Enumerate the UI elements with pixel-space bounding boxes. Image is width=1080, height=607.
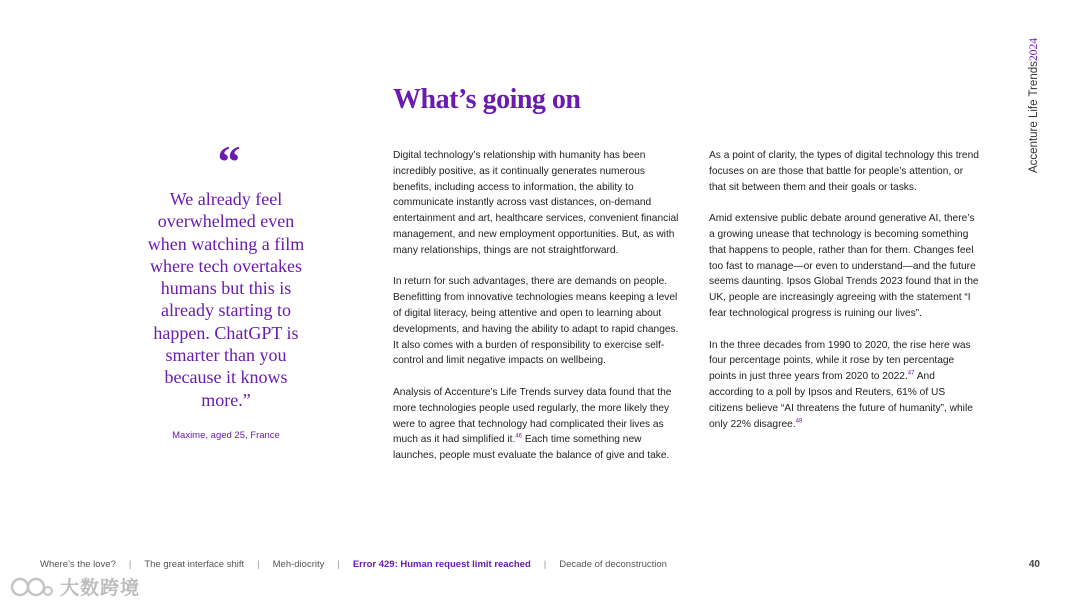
- footer-separator: |: [337, 559, 340, 570]
- footer-separator: |: [543, 559, 547, 570]
- footer-nav-item[interactable]: Where’s the love?: [40, 559, 116, 570]
- side-label-text: Accenture Life Trends: [1028, 61, 1040, 173]
- paragraph: As a point of clarity, the types of digital technology this trend focuses on are those that battle for people’s attention, or that sit between them and their goals or tasks.: [709, 150, 979, 193]
- quote-attribution: Maxime, aged 25, France: [172, 430, 280, 441]
- footer-nav-item[interactable]: The great interface shift: [144, 559, 245, 570]
- right-column: [709, 148, 981, 448]
- paragraph-text: And according to a poll by Ipsos and Reuters, 61% of US citizens believe “AI threatens the future of humanity”, while only 22% disagree.: [709, 371, 973, 430]
- footer-nav-item-active[interactable]: Error 429: Human request limit reached: [352, 559, 531, 570]
- paragraph: Digital technology’s relationship with humanity has been incredibly positive, as it continually generates numerous benefits, including access to information, the ability to communicate instantly across vast distances, on-demand entertainment and art, healthcare services, convenient financial management, and new employment opportunities. But, as with many relationships, things are not straightforward.: [393, 150, 679, 256]
- paragraph-text: In the three decades from 1990 to 2020, the rise here was four percentage points, while it rose by ten percentage points in just three years from 2020 to 2022.: [709, 339, 971, 383]
- side-label: [1028, 38, 1048, 183]
- paragraph: [709, 338, 981, 433]
- footer-nav-item[interactable]: Meh-diocrity: [272, 559, 325, 570]
- paragraph-text: Each time something new launches, people must evaluate the balance of give and take.: [393, 434, 670, 462]
- paragraph: [393, 385, 681, 464]
- quote-mark-icon: “: [217, 136, 241, 187]
- footnote-ref[interactable]: 48: [795, 418, 803, 425]
- watermark-text: 大数跨境: [60, 578, 141, 599]
- footnote-ref[interactable]: 46: [515, 433, 522, 440]
- footnote-ref[interactable]: 47: [907, 370, 915, 377]
- paragraph: In return for such advantages, there are demands on people. Benefitting from innovative technologies means keeping a level of digital literacy, being attentive and open to learning about developments, and having the ability to adapt to rapid changes. It also comes with a burden of responsibility to exercise self-control and limit negative impacts on wellbeing.: [393, 276, 679, 367]
- footer-nav: [40, 559, 667, 570]
- page-title: What’s going on: [393, 84, 581, 115]
- paragraph-text: Analysis of Accenture’s Life Trends survey data found that the more technologies people used regularly, the more likely they were to agree that technology had complicated their lives as much as it had simplified it.: [393, 386, 672, 446]
- left-column: [393, 148, 681, 480]
- paragraph: Amid extensive public debate around generative AI, there’s a growing unease that technology is becoming something that happens to people, rather than for them. Changes feel too fast to manage—or even to understand—and the future seems daunting. Ipsos Global Trends 2023 found that in the UK, people are increasingly agreeing with the statement “I fear technological progress is ruining our lives”.: [709, 213, 979, 319]
- watermark: [10, 573, 140, 600]
- pull-quote: We already feel overwhelmed even when watching a film where tech overtakes humans but this is already starting to happen. ChatGPT is smarter than you because it knows more.”: [147, 189, 305, 410]
- footer-separator: |: [128, 559, 132, 570]
- side-label-year: 2024: [1028, 38, 1040, 61]
- footer-nav-item[interactable]: Decade of deconstruction: [559, 559, 667, 570]
- watermark-logo-icon: [10, 576, 56, 598]
- page-number: 40: [1028, 559, 1040, 570]
- footer-separator: |: [257, 559, 260, 570]
